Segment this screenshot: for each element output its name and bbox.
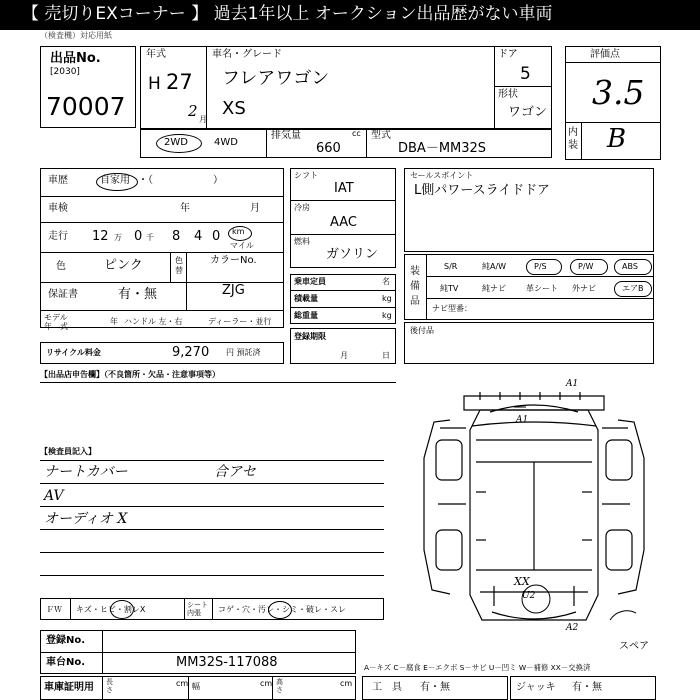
- equip-row1-4: ABS: [622, 262, 638, 271]
- first-reg-month: 月: [340, 351, 348, 360]
- inspection-month: 月: [250, 203, 260, 214]
- lot-label: 出品No.: [50, 51, 101, 66]
- mileage-mile: マイル: [230, 241, 254, 250]
- displacement-label: 排気量: [271, 130, 301, 141]
- fw-label: ＦＷ: [46, 605, 62, 614]
- model-year-year: 年: [110, 317, 118, 326]
- cert-width: 幅: [192, 682, 200, 691]
- mileage-sen-unit: 千: [146, 233, 154, 242]
- equip-navi: ナビ型番：: [432, 304, 472, 313]
- legend: A－キズ C－腐食 E－エクボ S－サビ U－凹ミ W－補修 XX－交換済: [364, 663, 591, 672]
- cert-cm-2: cm: [260, 679, 273, 688]
- year-value: 27: [166, 70, 193, 94]
- banner-text: 【 売切りEXコーナー 】 過去1年以上 オークション出品歴がない車両: [22, 4, 553, 24]
- color-label: 色: [56, 261, 66, 272]
- shape-value: ワゴン: [508, 105, 548, 120]
- mileage-d2: 4: [194, 229, 203, 244]
- inspector-note-0: ナートカバー: [44, 464, 128, 480]
- color-change: 色 替: [175, 256, 183, 275]
- jack-label: ジャッキ: [516, 682, 556, 693]
- model-year-label: モデル 年 式: [44, 313, 68, 331]
- jack-value: 有・無: [572, 682, 602, 693]
- mark-xx: XX: [514, 575, 530, 588]
- equip-row1-1: 純A/W: [482, 262, 507, 271]
- sub-header: （検査機）対応用紙: [40, 31, 112, 40]
- load-unit: kg: [382, 294, 392, 303]
- fw-items: キズ・ヒビ・割レX: [76, 605, 146, 614]
- mileage-d1: 0: [212, 229, 221, 244]
- equip-row1-0: S/R: [444, 262, 458, 271]
- registration-label: 登録No.: [46, 635, 86, 646]
- selling-point-box: [404, 168, 654, 252]
- mileage-km: km: [232, 227, 245, 236]
- selling-point-label: セールスポイント: [410, 171, 474, 180]
- cert-height: 高 さ: [276, 678, 283, 694]
- cert-cm-3: cm: [340, 679, 353, 688]
- mark-a2: A2: [566, 623, 579, 633]
- tools-value: 有・無: [420, 682, 450, 693]
- score-value: 3.5: [592, 73, 645, 112]
- mileage-man: 12: [92, 229, 109, 244]
- drive-2wd: 2WD: [164, 137, 188, 148]
- weight-unit: kg: [382, 311, 392, 320]
- inspection-year: 年: [180, 203, 190, 214]
- name-grade: XS: [222, 98, 246, 119]
- name-model: フレアワゴン: [222, 68, 330, 89]
- capacity-unit: 名: [382, 277, 390, 286]
- equip-row2-1: 純ナビ: [482, 284, 506, 293]
- recycle-unit: 円 預託済: [226, 348, 261, 357]
- lot-number: 70007: [46, 92, 126, 121]
- shift-value: IAT: [334, 181, 354, 196]
- shift-label: シフト: [294, 171, 318, 180]
- load-label: 積載量: [294, 294, 318, 303]
- year-month-unit: 月: [199, 115, 207, 124]
- model-label: 型式: [371, 130, 391, 141]
- fuel-value: ガソリン: [326, 247, 379, 262]
- interior-label: 内 装: [568, 127, 578, 151]
- inspector-note-3: オーディオ X: [44, 511, 128, 527]
- equip-row1-2: P/S: [534, 262, 547, 271]
- first-reg-label: 登録期限: [294, 332, 326, 341]
- doors-label: ドア: [498, 49, 518, 60]
- chassis-label: 車台No.: [46, 657, 86, 668]
- mark-a1-mid: A1: [516, 415, 529, 425]
- lot-code: [2030]: [50, 67, 80, 77]
- recycle-label: リサイクル料金: [46, 348, 101, 357]
- inspector-note-2: AV: [44, 488, 64, 504]
- color-no-value: ZJG: [222, 283, 245, 298]
- mark-a1-top: A1: [566, 379, 579, 389]
- equipment-label: 装 備 品: [410, 266, 420, 307]
- warranty-value: 有・無: [118, 287, 158, 302]
- displacement-value: 660: [316, 141, 341, 156]
- warranty-label: 保証書: [48, 289, 78, 300]
- aftermarket-box: [404, 322, 654, 364]
- selling-point-value: L側パワースライドドア: [414, 183, 550, 198]
- color-no-label: カラーNo.: [210, 255, 257, 266]
- inspector-label: 【検査員記入】: [40, 447, 96, 456]
- model-year-dealer: ディーラー・並行: [208, 317, 272, 326]
- model-year-handle: ハンドル 左・右: [124, 317, 183, 326]
- ac-label: 冷房: [294, 203, 310, 212]
- interior-value: B: [607, 124, 627, 154]
- equip-row1-3: P/W: [578, 262, 594, 271]
- score-label: 評価点: [590, 49, 620, 60]
- equip-row2-0: 純TV: [440, 284, 459, 293]
- cert-cm-1: cm: [176, 679, 189, 688]
- drive-4wd: 4WD: [214, 137, 238, 148]
- recycle-value: 9,270: [172, 345, 210, 360]
- mark-u2: U2: [522, 591, 536, 601]
- mark-spare: スペア: [619, 641, 649, 652]
- displacement-unit: cc: [352, 129, 361, 138]
- equip-row2-4: エアB: [622, 284, 644, 293]
- tools-label: 工 具: [372, 682, 402, 693]
- cert-label: 車庫証明用: [44, 682, 94, 693]
- chassis-value: MM32S-117088: [176, 655, 278, 670]
- ac-value: AAC: [330, 215, 357, 230]
- mileage-sen: 0: [134, 229, 143, 244]
- history-value: 自家用: [100, 175, 130, 186]
- history-rest: ・（ ）: [138, 175, 223, 186]
- fuel-label: 燃料: [294, 237, 310, 246]
- year-era: H: [148, 74, 161, 94]
- mileage-d3: 8: [172, 229, 181, 244]
- weight-label: 総重量: [294, 311, 318, 320]
- first-reg-day: 日: [382, 351, 390, 360]
- fw-seat: シート 内張: [187, 601, 208, 617]
- cert-len: 長 さ: [106, 678, 113, 694]
- declaration-label: 【出品店申告欄】（不良箇所・欠品・注意事項等）: [40, 370, 220, 379]
- year-month: 2: [188, 102, 198, 120]
- history-label: 車歴: [48, 175, 68, 186]
- equip-row2-2: 革シート: [526, 284, 558, 293]
- fw-items2: コゲ・穴・汚レ・シミ・破レ・スレ: [218, 605, 346, 614]
- mileage-label: 走行: [48, 231, 68, 242]
- capacity-label: 乗車定員: [294, 277, 326, 286]
- inspector-note-1: 合アセ: [214, 464, 256, 480]
- aftermarket-label: 後付品: [410, 326, 434, 335]
- doors-value: 5: [520, 64, 531, 84]
- mileage-man-unit: 万: [114, 233, 122, 242]
- equip-row2-3: 外ナビ: [572, 284, 596, 293]
- name-label: 車名・グレード: [212, 49, 282, 60]
- year-label: 年式: [146, 49, 166, 60]
- model-value: DBA－MM32S: [398, 141, 487, 156]
- inspection-label: 車検: [48, 203, 68, 214]
- color-value: ピンク: [104, 258, 143, 273]
- shape-label: 形状: [498, 89, 518, 100]
